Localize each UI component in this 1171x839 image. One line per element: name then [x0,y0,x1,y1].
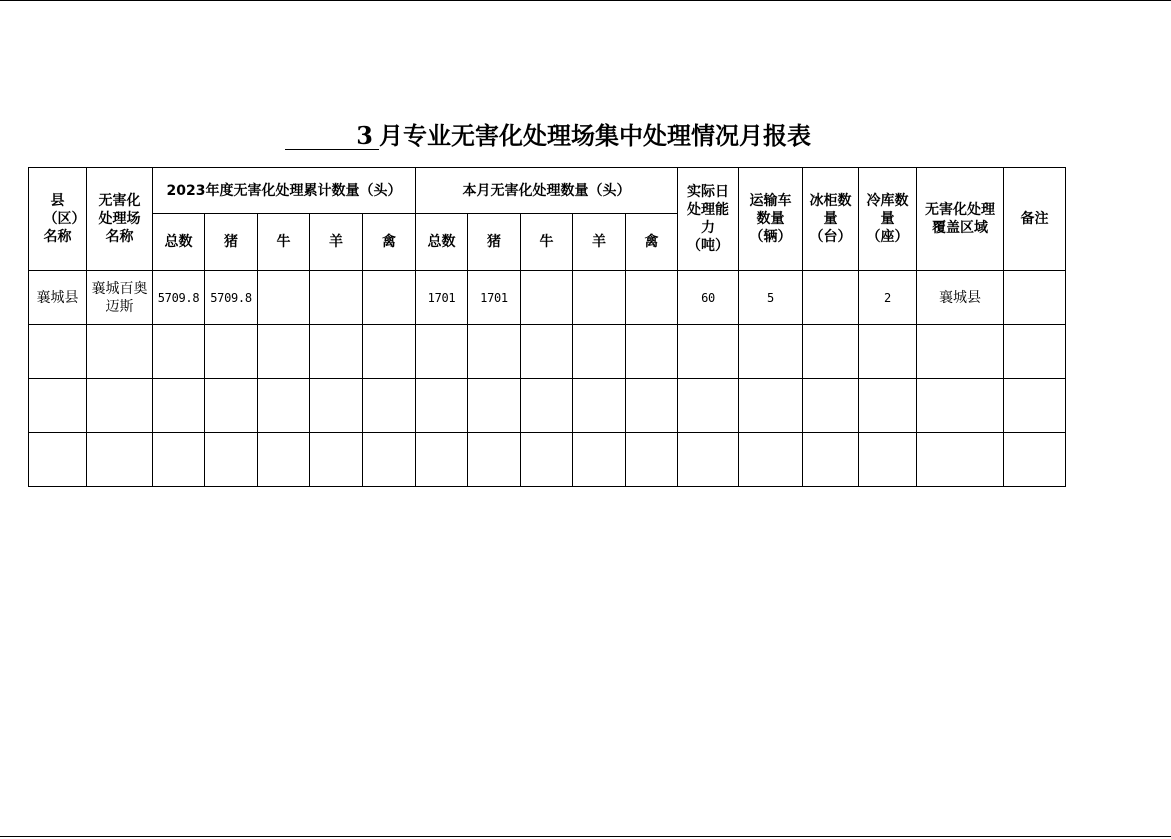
empty-cell [573,433,626,487]
empty-cell [739,325,803,379]
empty-cell [917,379,1004,433]
cell-month-poultry [626,271,678,325]
empty-cell [258,379,310,433]
empty-cell [205,433,258,487]
report-title [0,116,1096,151]
header-plant: 无害化处理场名称 [87,168,153,271]
cell-county: 襄城县 [29,271,87,325]
empty-cell [803,325,859,379]
page-bottom-border [0,836,1171,837]
empty-cell [803,433,859,487]
cell-cold-storage: 2 [859,271,917,325]
empty-cell [310,433,363,487]
empty-cell [678,433,739,487]
empty-cell [626,433,678,487]
empty-cell [626,325,678,379]
title-text: 月专业无害化处理场集中处理情况月报表 [379,121,811,150]
empty-cell [521,325,573,379]
empty-cell [521,379,573,433]
cell-month-cattle [521,271,573,325]
cell-freezers [803,271,859,325]
empty-cell [1004,325,1066,379]
cell-annual-sheep [310,271,363,325]
empty-cell [153,379,205,433]
empty-cell [626,379,678,433]
empty-cell [258,325,310,379]
title-month: 3 [285,123,379,150]
empty-cell [803,379,859,433]
empty-cell [468,379,521,433]
empty-cell [29,433,87,487]
header-row-1 [29,168,1066,214]
cell-annual-pig: 5709.8 [205,271,258,325]
empty-cell [416,433,468,487]
header-county: 县（区）名称 [29,168,87,271]
empty-cell [205,325,258,379]
empty-cell [29,325,87,379]
header-freezers: 冰柜数量（台） [803,168,859,271]
header-cold-storage: 冷库数量（座） [859,168,917,271]
report-table [28,167,1066,487]
empty-cell [739,433,803,487]
cell-capacity: 60 [678,271,739,325]
empty-cell [468,433,521,487]
empty-cell [739,379,803,433]
cell-month-sheep [573,271,626,325]
header-capacity: 实际日处理能力（吨） [678,168,739,271]
empty-cell [1004,433,1066,487]
header-month-sheep: 羊 [573,214,626,271]
cell-annual-cattle [258,271,310,325]
empty-cell [678,379,739,433]
empty-cell [416,325,468,379]
header-annual-sheep: 羊 [310,214,363,271]
cell-annual-poultry [363,271,416,325]
header-monthly-group: 本月无害化处理数量（头） [416,168,678,214]
table-row-empty [29,433,1066,487]
empty-cell [29,379,87,433]
empty-cell [87,433,153,487]
empty-cell [205,379,258,433]
cell-annual-total: 5709.8 [153,271,205,325]
empty-cell [363,433,416,487]
cell-vehicles: 5 [739,271,803,325]
empty-cell [859,433,917,487]
header-annual-group: 2023年度无害化处理累计数量（头） [153,168,416,214]
table-row [29,271,1066,325]
empty-cell [310,325,363,379]
cell-month-pig: 1701 [468,271,521,325]
header-vehicles: 运输车数量（辆） [739,168,803,271]
empty-cell [521,433,573,487]
header-annual-total: 总数 [153,214,205,271]
empty-cell [416,379,468,433]
empty-cell [363,325,416,379]
cell-month-total: 1701 [416,271,468,325]
empty-cell [310,379,363,433]
header-month-poultry: 禽 [626,214,678,271]
page-top-border [0,0,1171,1]
empty-cell [153,433,205,487]
empty-cell [258,433,310,487]
empty-cell [917,325,1004,379]
header-annual-pig: 猪 [205,214,258,271]
empty-cell [917,433,1004,487]
header-month-cattle: 牛 [521,214,573,271]
cell-plant: 襄城百奥迈斯 [87,271,153,325]
header-month-total: 总数 [416,214,468,271]
header-annual-cattle: 牛 [258,214,310,271]
empty-cell [468,325,521,379]
table-row-empty [29,325,1066,379]
header-remarks: 备注 [1004,168,1066,271]
empty-cell [87,325,153,379]
empty-cell [87,379,153,433]
table-row-empty [29,379,1066,433]
cell-remarks [1004,271,1066,325]
empty-cell [573,379,626,433]
empty-cell [363,379,416,433]
empty-cell [1004,379,1066,433]
cell-coverage: 襄城县 [917,271,1004,325]
header-annual-poultry: 禽 [363,214,416,271]
header-month-pig: 猪 [468,214,521,271]
empty-cell [153,325,205,379]
empty-cell [573,325,626,379]
empty-cell [859,379,917,433]
empty-cell [678,325,739,379]
empty-cell [859,325,917,379]
header-coverage: 无害化处理覆盖区域 [917,168,1004,271]
